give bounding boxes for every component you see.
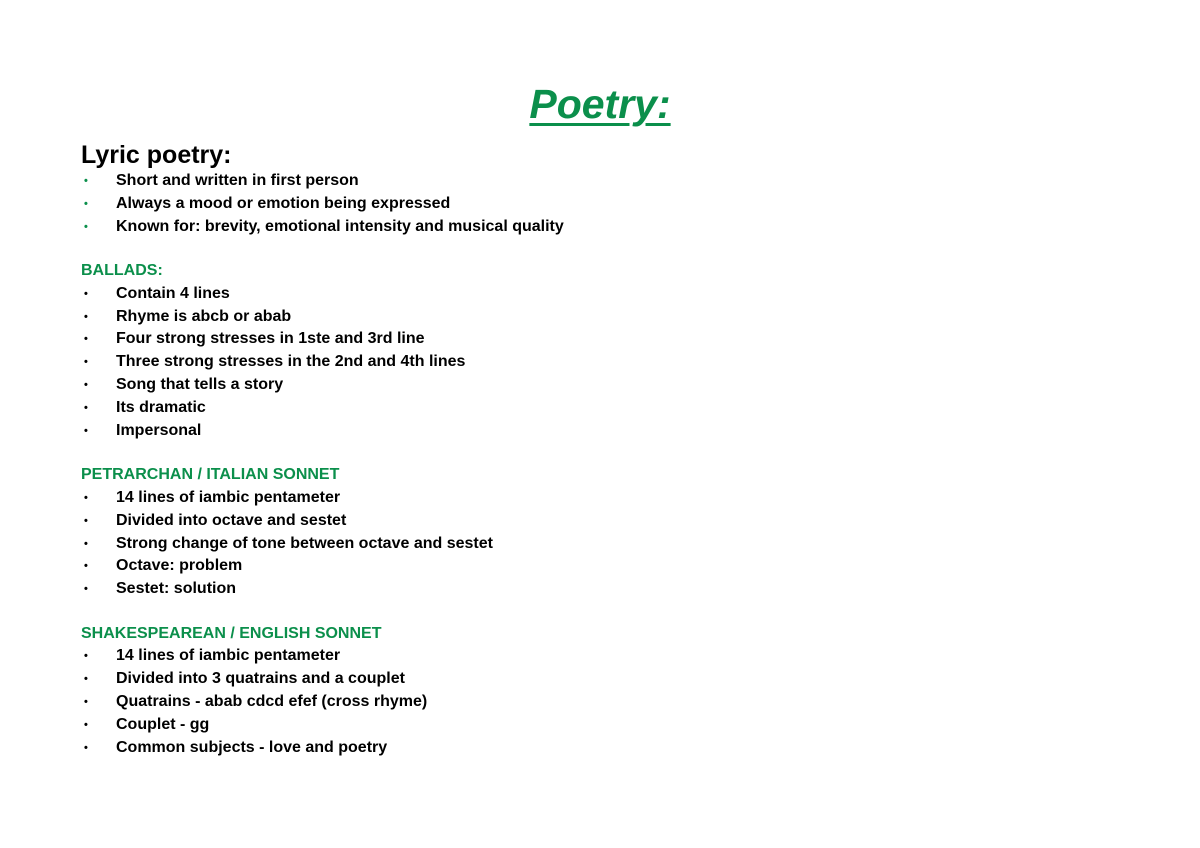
lyric-poetry-list (81, 170, 1121, 238)
petrarchan-sonnet-heading: PETRARCHAN / ITALIAN SONNET (81, 466, 340, 484)
list-item-text: Its dramatic (116, 398, 206, 416)
list-item-text: Strong change of tone between octave and sestet (116, 534, 493, 552)
list-item (81, 714, 1121, 737)
section-spacer (81, 442, 1121, 464)
list-item-text: Always a mood or emotion being expressed (116, 194, 451, 212)
section-spacer (81, 238, 1121, 260)
list-item (81, 397, 1121, 420)
list-item (81, 306, 1121, 329)
list-item-text: 14 lines of iambic pentameter (116, 647, 341, 665)
list-item (81, 533, 1121, 556)
notes-content (81, 140, 1121, 759)
list-item-text: Known for: brevity, emotional intensity and musical quality (116, 217, 564, 235)
bullet-icon: • (84, 197, 88, 210)
list-item (81, 578, 1121, 601)
bullet-icon: • (84, 175, 88, 187)
bullet-icon: • (84, 514, 88, 527)
list-item-text: Three strong stresses in the 2nd and 4th lines (116, 353, 466, 371)
list-item-text: Octave: problem (116, 557, 243, 575)
list-item-text: Sestet: solution (116, 580, 237, 598)
list-item (81, 555, 1121, 578)
ballads-heading: BALLADS: (81, 262, 163, 280)
bullet-icon: • (84, 741, 88, 754)
shakespearean-sonnet-list (81, 645, 1121, 759)
list-item-text: Divided into 3 quatrains and a couplet (116, 670, 405, 688)
list-item (81, 668, 1121, 691)
list-item (81, 283, 1121, 306)
bullet-icon: • (84, 583, 88, 596)
list-item-text: Common subjects - love and poetry (116, 738, 388, 756)
list-item (81, 645, 1121, 668)
list-item-text: Divided into octave and sestet (116, 511, 347, 529)
list-item (81, 328, 1121, 351)
page-title: Poetry: (529, 81, 671, 127)
list-item-text: Four strong stresses in 1ste and 3rd line (116, 330, 425, 348)
bullet-icon: • (84, 310, 88, 323)
list-item-text: Impersonal (116, 421, 202, 439)
list-item (81, 170, 1121, 193)
lyric-poetry-heading: Lyric poetry: (81, 141, 232, 169)
bullet-icon: • (84, 673, 88, 686)
list-item (81, 737, 1121, 760)
bullet-icon: • (84, 356, 88, 369)
list-item-text: Contain 4 lines (116, 284, 230, 302)
bullet-icon: • (84, 560, 88, 573)
list-item (81, 193, 1121, 216)
list-item (81, 487, 1121, 510)
list-item (81, 351, 1121, 374)
list-item (81, 691, 1121, 714)
petrarchan-sonnet-list (81, 487, 1121, 601)
bullet-icon: • (84, 333, 88, 346)
shakespearean-sonnet-heading: SHAKESPEAREAN / ENGLISH SONNET (81, 624, 382, 642)
bullet-icon: • (84, 696, 88, 709)
list-item (81, 510, 1121, 533)
bullet-icon: • (84, 537, 88, 550)
bullet-icon: • (84, 220, 88, 233)
section-spacer (81, 601, 1121, 623)
list-item-text: Quatrains - abab cdcd efef (cross rhyme) (116, 693, 428, 711)
list-item-text: Short and written in first person (116, 172, 359, 189)
bullet-icon: • (84, 401, 88, 414)
list-item-text: 14 lines of iambic pentameter (116, 488, 341, 506)
bullet-icon: • (84, 718, 88, 731)
list-item (81, 420, 1121, 443)
list-item (81, 374, 1121, 397)
list-item-text: Couplet - gg (116, 715, 210, 733)
list-item-text: Song that tells a story (116, 376, 284, 394)
bullet-icon: • (84, 424, 88, 437)
list-item-text: Rhyme is abcb or abab (116, 307, 292, 325)
bullet-icon: • (84, 287, 88, 300)
bullet-icon: • (84, 491, 88, 504)
bullet-icon: • (84, 379, 88, 392)
bullet-icon: • (84, 650, 88, 663)
list-item (81, 216, 1121, 239)
ballads-list (81, 283, 1121, 443)
